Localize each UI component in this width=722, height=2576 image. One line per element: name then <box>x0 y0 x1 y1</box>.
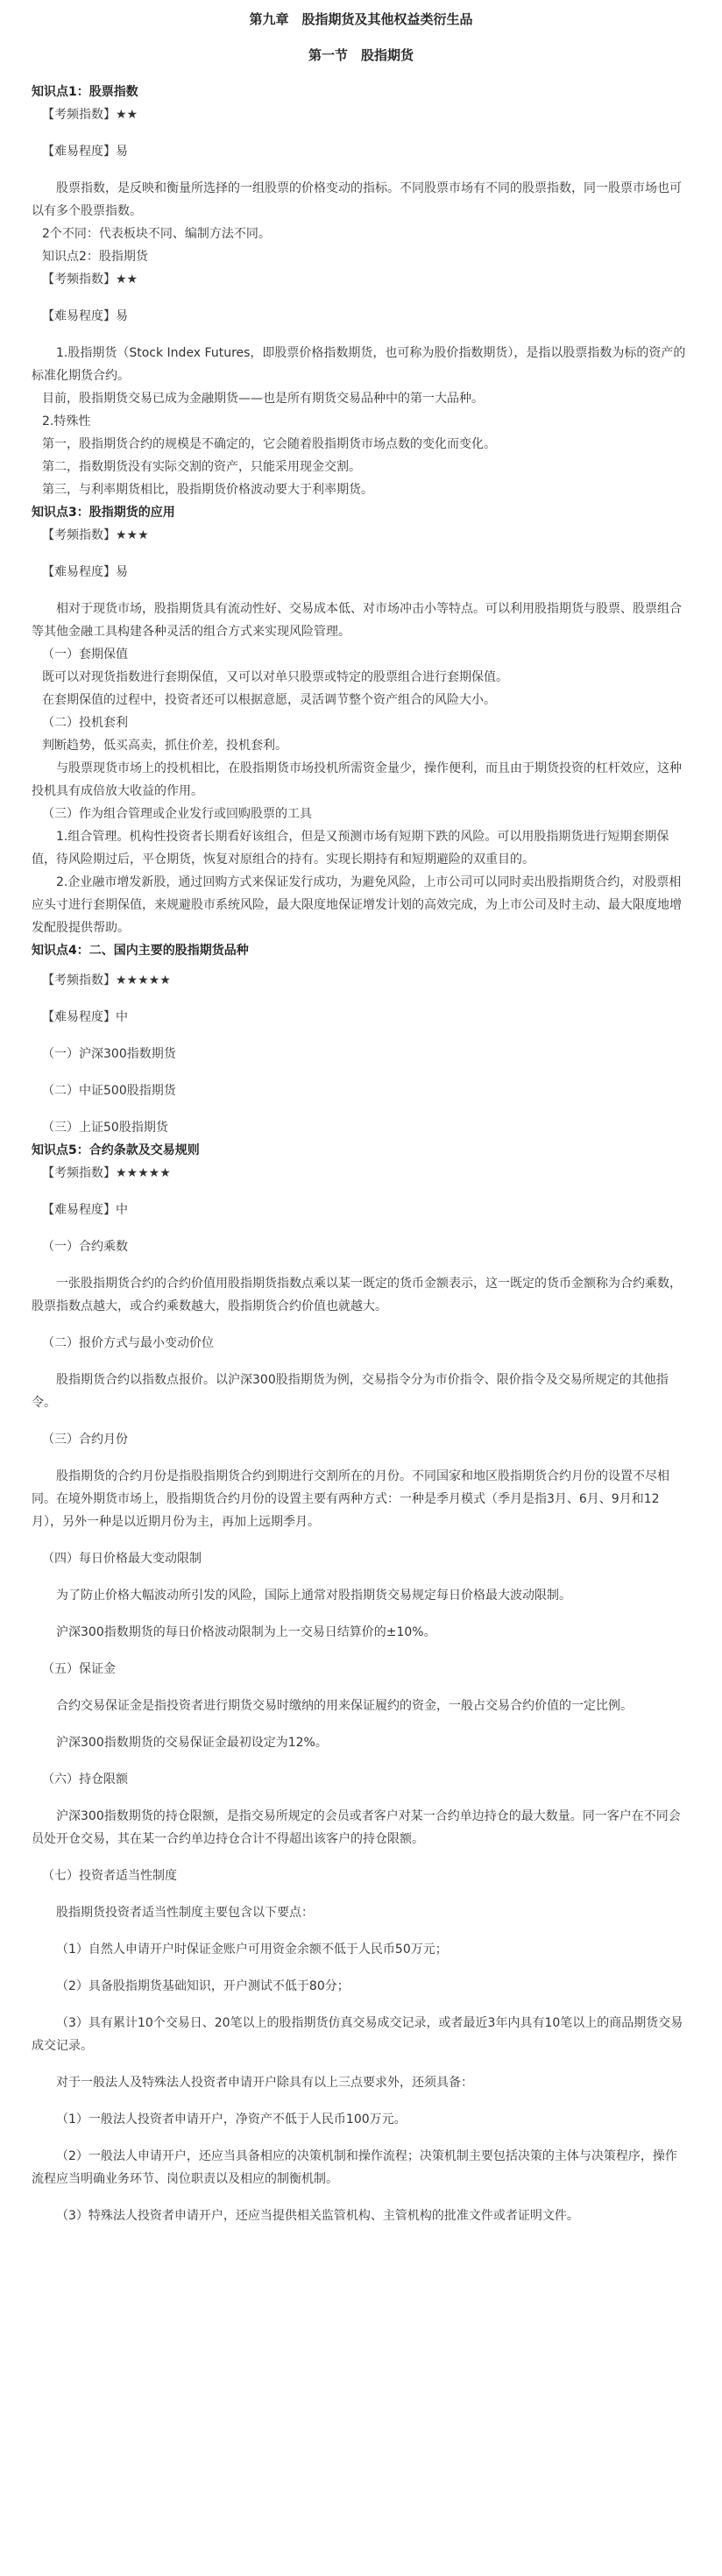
paragraph: （3）特殊法人投资者申请开户，还应当提供相关监管机构、主管机构的批准文件或者证明文件。 <box>56 2209 579 2223</box>
tag-line: （四）每日价格最大变动限制 <box>42 1552 202 1566</box>
paragraph: 一张股指期货合约的合约价值用股指期货指数点乘以某一既定的货币金额表示，这一既定的货币金额称为合约乘数，股票指数点越大，或合约乘数越大，股指期货合约价值也就越大。 <box>32 1277 682 1313</box>
paragraph: （1）自然人申请开户时保证金账户可用资金余额不低于人民币50万元； <box>56 1943 448 1957</box>
tag-line: 【考频指数】★★ <box>42 272 138 287</box>
paragraph: 股指期货合约以指数点报价。以沪深300股指期货为例，交易指令分为市价指令、限价指令及交易所规定的其他指令。 <box>32 1373 669 1410</box>
spacer <box>32 1414 687 1428</box>
spacer <box>32 1102 687 1116</box>
indented-line: 第二，指数期货没有实际交割的资产，只能采用现金交割。 <box>42 460 361 474</box>
spacer <box>32 1717 687 1731</box>
tag-line: （二）中证500股指期货 <box>42 1084 176 1098</box>
indented-line: 既可以对现货指数进行套期保值，又可以对单只股票或特定的股票组合进行套期保值。 <box>42 670 508 684</box>
spacer <box>32 163 687 177</box>
paragraph: 股票指数，是反映和衡量所选择的一组股票的价格变动的指标。不同股票市场有不同的股票指数，同一股票市场也可以有多个股票指数。 <box>32 181 682 218</box>
paragraph: （3）具有累计10个交易日、20笔以上的股指期货仿真交易成交记录，或者最近3年内具有10笔以上的商品期货交易成交记录。 <box>32 2016 683 2053</box>
section-title: 第一节 股指期货 <box>308 47 414 63</box>
spacer <box>32 1998 687 2012</box>
spacer <box>32 1258 687 1272</box>
spacer <box>32 1451 687 1465</box>
tag-line: （七）投资者适当性制度 <box>42 1869 177 1883</box>
spacer <box>32 547 687 561</box>
tag-line: （一）沪深300指数期货 <box>42 1047 176 1061</box>
indented-line: 第三，与利率期货相比，股指期货价格波动要大于利率期货。 <box>42 483 373 497</box>
tag-line: （三）合约月份 <box>42 1433 128 1447</box>
spacer <box>32 1851 687 1865</box>
paragraph: 对于一般法人及特殊法人投资者申请开户除具有以上三点要求外，还须具备： <box>56 2076 473 2090</box>
spacer <box>32 584 687 598</box>
indented-line: 判断趋势，低买高卖，抓住价差，投机套利。 <box>42 739 287 753</box>
indented-line: 2.特殊性 <box>42 414 91 428</box>
tag-line: 【难易程度】中 <box>42 1010 128 1024</box>
indented-line: （一）套期保值 <box>42 648 128 662</box>
paragraph: （2）一般法人申请开户，还应当具备相应的决策机制和操作流程；决策机制主要包括决策的主体与决策程序，操作流程应当明确业务环节、岗位职责以及相应的制衡机制。 <box>32 2149 677 2186</box>
spacer <box>32 328 687 342</box>
paragraph: 沪深300指数期货的交易保证金最初设定为12%。 <box>56 1736 328 1750</box>
tag-line: 【难易程度】易 <box>42 565 128 579</box>
spacer <box>32 1754 687 1768</box>
tag-line: 【考频指数】★★★★★ <box>42 1166 171 1180</box>
paragraph: 1.组合管理。机构性投资者长期看好该组合，但是又预测市场有短期下跌的风险。可以用股指期货进行短期套期保值，待风险期过后，平仓期货，恢复对原组合的持有。实现长期持有和短期避险的双重目的。 <box>32 830 669 867</box>
paragraph: 为了防止价格大幅波动所引发的风险，国际上通常对股指期货交易规定每日价格最大波动限制。 <box>56 1589 571 1603</box>
spacer <box>32 1961 687 1975</box>
knowledge-point-heading: 知识点5：合约条款及交易规则 <box>32 1143 200 1157</box>
indented-line: 第一，股指期货合约的规模是不确定的，它会随着股指期货市场点数的变化而变化。 <box>42 437 496 451</box>
indented-line: 知识点2：股指期货 <box>42 250 148 264</box>
paragraph: 合约交易保证金是指投资者进行期货交易时缴纳的用来保证履约的资金，一般占交易合约价值的一定比例。 <box>56 1699 633 1713</box>
tag-line: 【难易程度】易 <box>42 309 128 323</box>
spacer <box>32 1644 687 1658</box>
spacer <box>32 1318 687 1332</box>
spacer <box>32 1607 687 1621</box>
spacer <box>32 2057 687 2071</box>
knowledge-point-heading: 知识点4：二、国内主要的股指期货品种 <box>32 944 249 958</box>
indented-line: 在套期保值的过程中，投资者还可以根据意愿，灵活调节整个资产组合的风险大小。 <box>42 693 496 707</box>
tag-line: 【考频指数】★★★★★ <box>42 973 171 987</box>
document-body <box>0 81 722 2227</box>
spacer <box>32 962 687 969</box>
tag-line: （一）合约乘数 <box>42 1240 128 1254</box>
spacer <box>32 2094 687 2108</box>
tag-line: 【考频指数】★★★ <box>42 528 149 542</box>
tag-line: 【考频指数】★★ <box>42 108 138 122</box>
tag-line: （六）持仓限额 <box>42 1773 128 1787</box>
knowledge-point-heading: 知识点3：股指期货的应用 <box>32 506 175 520</box>
spacer <box>32 1065 687 1079</box>
indented-line: 2个不同：代表板块不同、编制方法不同。 <box>42 227 271 241</box>
spacer <box>32 1029 687 1043</box>
paragraph: 2.企业融市增发新股，通过回购方式来保证发行成功，为避免风险，上市公司可以同时卖出股指期货合约，对股票相应头寸进行套期保值，来规避股市系统风险，最大限度地保证增发计划的高效完成，为上市公司及时主动、最大限度地增发配股提供帮助。 <box>32 875 682 935</box>
paragraph: （1）一般法人投资者申请开户，净资产不低于人民币100万元。 <box>56 2112 407 2127</box>
knowledge-point-heading: 知识点1：股票指数 <box>32 85 138 99</box>
spacer <box>32 1533 687 1547</box>
tag-line: 【难易程度】中 <box>42 1203 128 1217</box>
spacer <box>32 291 687 305</box>
spacer <box>32 1355 687 1369</box>
chapter-title: 第九章 股指期货及其他权益类衍生品 <box>249 11 473 27</box>
spacer <box>32 992 687 1006</box>
spacer <box>32 1185 687 1199</box>
paragraph: 股指期货投资者适当性制度主要包含以下要点： <box>56 1906 314 1920</box>
paragraph: 沪深300指数期货的持仓限额，是指交易所规定的会员或者客户对某一合约单边持仓的最大数量。同一客户在不同会员处开仓交易，其在某一合约单边持仓合计不得超出该客户的持仓限额。 <box>32 1809 681 1846</box>
paragraph: 与股票现货市场上的投机相比，在股指期货市场投机所需资金量少，操作便利，而且由于期货投资的杠杆效应，这种投机具有成倍放大收益的作用。 <box>32 761 682 798</box>
spacer <box>32 1887 687 1901</box>
spacer <box>32 2131 687 2145</box>
spacer <box>32 1570 687 1584</box>
spacer <box>32 1791 687 1805</box>
indented-line: （二）投机套利 <box>42 716 128 730</box>
paragraph: 相对于现货市场，股指期货具有流动性好、交易成本低、对市场冲击小等特点。可以利用股指期货与股票、股票组合等其他金融工具构建各种灵活的组合方式来实现风险管理。 <box>32 602 682 639</box>
indented-line: 目前，股指期货交易已成为金融期货——也是所有期货交易品种中的第一大品种。 <box>42 392 484 406</box>
tag-line: （五）保证金 <box>42 1662 116 1676</box>
paragraph: 股指期货的合约月份是指股指期货合约到期进行交割所在的月份。不同国家和地区股指期货合约月份的设置不尽相同。在境外期货市场上，股指期货合约月份的设置主要有两种方式：一种是季月模式（季月是指3月、6月、9月和12月），另外一种是以近期月份为主，再加上远期季月。 <box>32 1469 669 1529</box>
spacer <box>32 2190 687 2204</box>
spacer <box>32 1681 687 1695</box>
tag-line: （二）报价方式与最小变动价位 <box>42 1336 214 1350</box>
paragraph: 沪深300指数期货的每日价格波动限制为上一交易日结算价的±10%。 <box>56 1625 436 1639</box>
paragraph: （2）具备股指期货基础知识，开户测试不低于80分； <box>56 1979 350 1993</box>
spacer <box>32 1924 687 1938</box>
paragraph: 1.股指期货（Stock Index Futures，即股票价格指数期货，也可称为股价指数期货），是指以股票指数为标的资产的标准化期货合约。 <box>32 346 686 383</box>
spacer <box>32 1221 687 1235</box>
indented-line: （三）作为组合管理或企业发行或回购股票的工具 <box>42 807 312 821</box>
tag-line: （三）上证50股指期货 <box>42 1121 168 1135</box>
tag-line: 【难易程度】易 <box>42 145 128 159</box>
spacer <box>32 126 687 140</box>
